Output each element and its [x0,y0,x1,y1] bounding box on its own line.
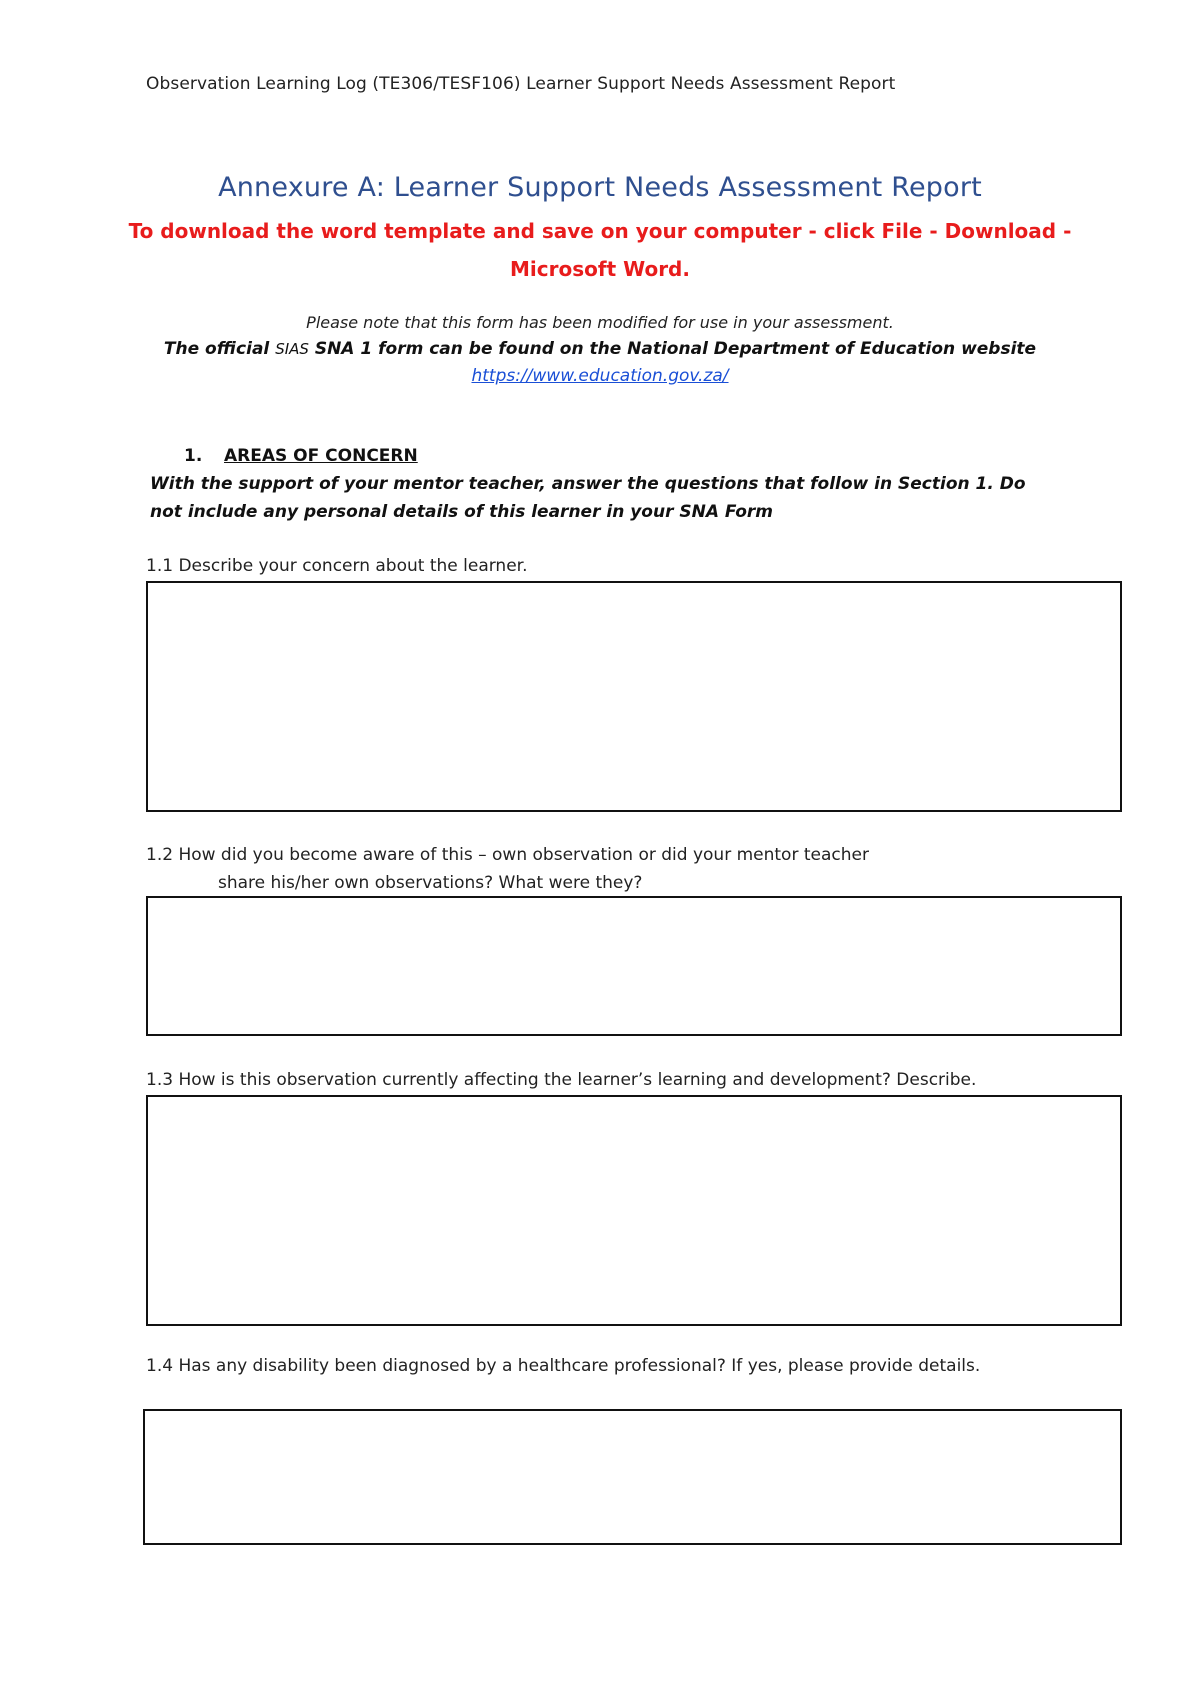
education-website-link[interactable]: https://www.education.gov.za/ [471,366,729,386]
question-1-2-line-2: share his/her own observations? What were they? [218,873,643,893]
download-notice-line-1: To download the word template and save on your computer - click File - Download - [128,219,1072,243]
question-1-3: 1.3 How is this observation currently affecting the learner’s learning and development? Describe. [146,1070,977,1090]
answer-box-1-4[interactable] [143,1409,1122,1545]
official-form-note [0,339,1200,359]
page-header: Observation Learning Log (TE306/TESF106) Learner Support Needs Assessment Report [146,74,896,94]
download-notice-line-2: Microsoft Word. [510,257,690,281]
answer-box-1-1[interactable] [146,581,1122,812]
official-prefix: The official [163,339,276,359]
section-heading [184,446,418,466]
question-1-2-line-1: 1.2 How did you become aware of this – own observation or did your mentor teacher [146,845,869,865]
answer-box-1-2[interactable] [146,896,1122,1036]
document-title: Annexure A: Learner Support Needs Assessment Report [218,172,982,203]
official-sias: SIAS [275,340,309,358]
answer-box-1-3[interactable] [146,1095,1122,1326]
section-number: 1. [184,446,203,466]
question-1-4: 1.4 Has any disability been diagnosed by a healthcare professional? If yes, please provide details. [146,1356,981,1376]
section-title: AREAS OF CONCERN [224,446,418,466]
modification-note: Please note that this form has been modified for use in your assessment. [306,313,894,332]
official-suffix: SNA 1 form can be found on the National Department of Education website [308,339,1037,359]
question-1-1: 1.1 Describe your concern about the learner. [146,556,528,576]
section-instruction: With the support of your mentor teacher, answer the questions that follow in Section 1. Do not include any personal details of this learner in your SNA Form [150,474,1026,522]
